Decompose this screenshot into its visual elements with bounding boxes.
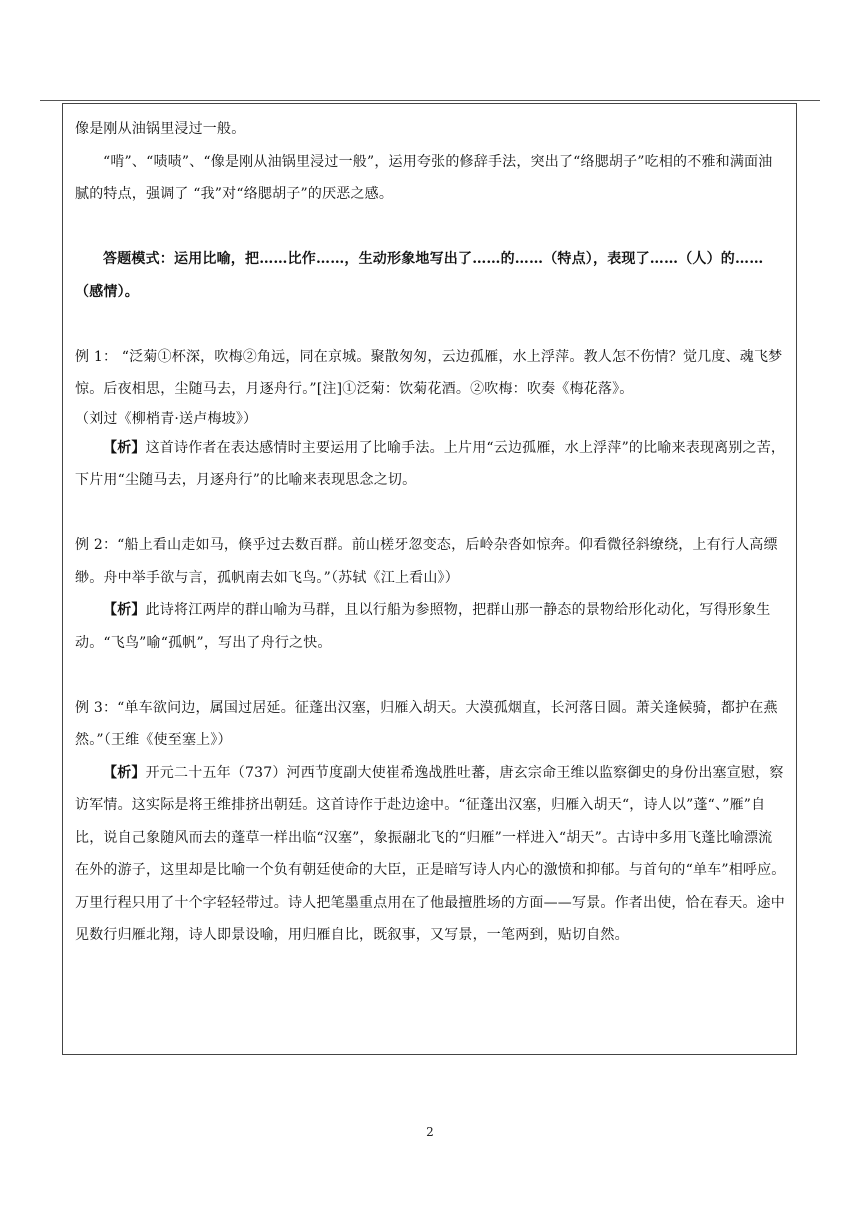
spacer bbox=[75, 497, 786, 530]
spacer bbox=[75, 659, 786, 692]
paragraph-hyperbole-analysis: “啃”、“啧啧”、“像是刚从油锅里浸过一般”，运用夸张的修辞手法，突出了“络腮胡子”吃相的不雅和满面油腻的特点，强调了 “我”对“络腮胡子”的厌恶之感。 bbox=[75, 153, 773, 202]
example-1-text: 例 1： “泛菊①杯深，吹梅②角远，同在京城。聚散匆匆，云边孤雁，水上浮萍。教人怎不伤情？觉几度、魂飞梦惊。后夜相思，尘随马去，月逐舟行。”[注]①泛菊：饮菊花酒。②吹梅：吹奏《梅花落》。 bbox=[75, 348, 783, 397]
example-2-text: 例 2：“船上看山走如马，倏乎过去数百群。前山槎牙忽变态，后岭杂沓如惊奔。仰看微径斜缭绕，上有行人高缥缈。舟中举手欲与言，孤帆南去如飞鸟。”（苏轼《江上看山》） bbox=[75, 537, 778, 586]
example-2-analysis bbox=[75, 594, 786, 659]
example-1-source: （刘过《柳梢青·送卢梅坡》） bbox=[75, 410, 258, 427]
analysis-label: 【析】 bbox=[103, 439, 146, 456]
analysis-text: 这首诗作者在表达感情时主要运用了比喻手法。上片用“云边孤雁，水上浮萍”的比喻来表现离别之苦，下片用“尘随马去，月逐舟行”的比喻来表现思念之切。 bbox=[75, 439, 786, 488]
analysis-label: 【析】 bbox=[103, 764, 146, 781]
analysis-text: 此诗将江两岸的群山喻为马群，且以行船为参照物，把群山那一静态的景物给形化动化，写得形象生动。“飞鸟”喻“孤帆”，写出了舟行之快。 bbox=[75, 602, 771, 651]
example-3-analysis bbox=[75, 757, 786, 952]
example-1-analysis bbox=[75, 432, 786, 497]
spacer bbox=[75, 211, 786, 244]
header-rule bbox=[40, 100, 820, 101]
content-body bbox=[75, 113, 786, 952]
analysis-label: 【析】 bbox=[103, 602, 146, 618]
spacer bbox=[75, 308, 786, 341]
paragraph-continuation: 像是刚从油锅里浸过一般。 bbox=[75, 121, 246, 137]
page-number: 2 bbox=[426, 1125, 434, 1139]
content-frame bbox=[62, 103, 797, 1055]
answer-mode-heading: 答题模式：运用比喻，把……比作……，生动形象地写出了……的……（特点），表现了……（人）的……（感情）。 bbox=[75, 251, 764, 300]
example-3-text: 例 3：“单车欲问边，属国过居延。征蓬出汉塞，归雁入胡天。大漠孤烟直，长河落日圆。萧关逢候骑，都护在燕然。”（王维《使至塞上》） bbox=[75, 699, 778, 748]
analysis-text: 开元二十五年（737）河西节度副大使崔希逸战胜吐蕃，唐玄宗命王维以监察御史的身份出塞宣慰，察访军情。这实际是将王维排挤出朝廷。这首诗作于赴边途中。“征蓬出汉塞，归雁入胡天“，诗人以”蓬“、”雁”自比，说自己象随风而去的蓬草一样出临“汉塞”，象振翮北飞的“归雁”一样进入“胡天”。古诗中多用飞蓬比喻漂流在外的游子，这里却是比喻一个负有朝廷使命的大臣，正是暗写诗人内心的激愤和抑郁。与首句的“单车”相呼应。万里行程只用了十个字轻轻带过。诗人把笔墨重点用在了他最擅胜场的方面——写景。作者出使，恰在春天。途中见数行归雁北翔，诗人即景设喻，用归雁自比，既叙事，又写景，一笔两到，贴切自然。 bbox=[75, 764, 786, 943]
